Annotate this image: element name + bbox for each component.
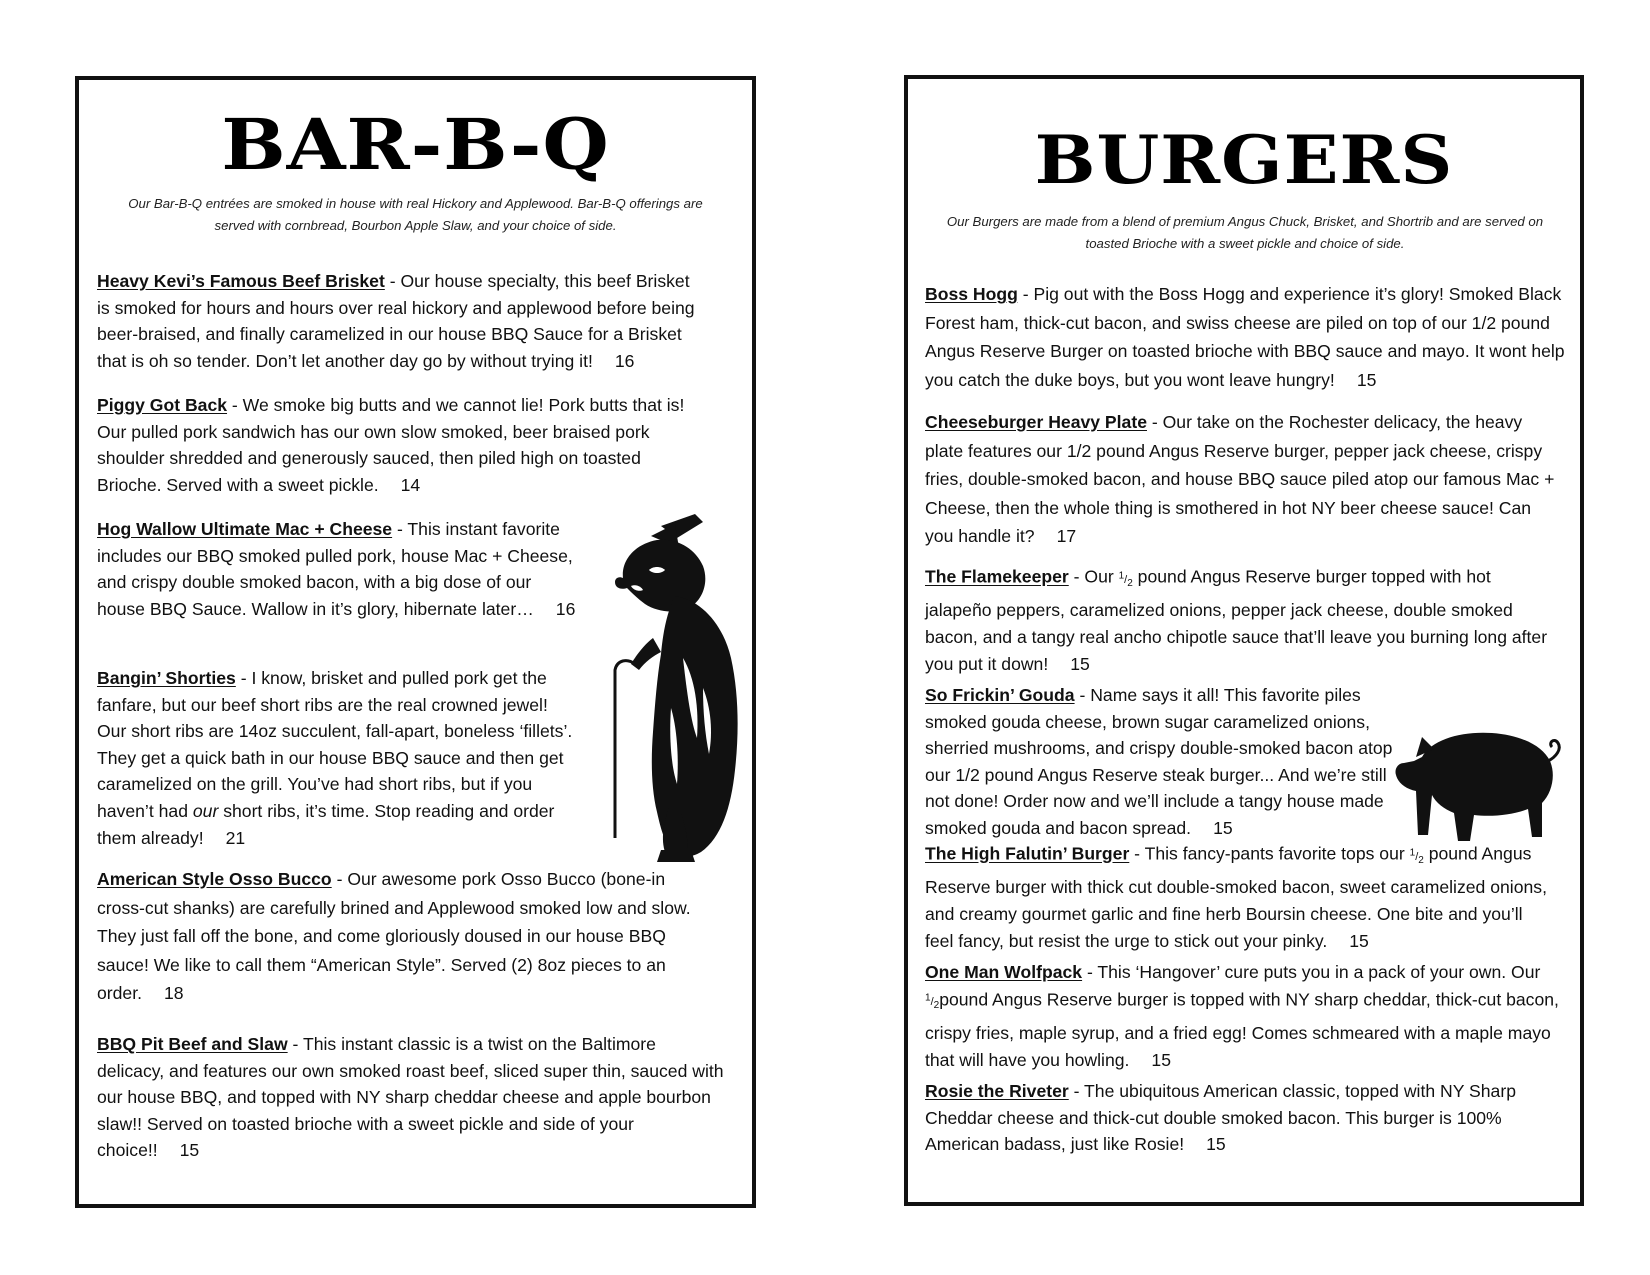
menu-item-bangin-shorties	[97, 665, 575, 851]
item-description: - I know, brisket and pulled pork get the fanfare, but our beef short ribs are the real crowned jewel! Our short ribs are 14oz succulent, fall-apart, boneless ‘fillets’. They get a quick bath in our house BBQ sauce and then get caramelized on the grill. You’ve had short ribs, but if you haven’t had	[97, 668, 573, 821]
bbq-intro-line2: served with cornbread, Bourbon Apple Slaw, and your choice of side.	[214, 218, 617, 233]
item-price: 15	[1213, 817, 1233, 838]
item-name: The High Falutin’ Burger	[925, 843, 1130, 864]
burgers-intro-line1: Our Burgers are made from a blend of premium Angus Chuck, Brisket, and Shortrib and are served on	[946, 214, 1544, 229]
item-price: 14	[400, 474, 421, 495]
item-description: - This ‘Hangover’ cure puts you in a pack of your own. Our	[1082, 962, 1541, 982]
item-description: - We smoke big butts and we cannot lie! Pork butts that is! Our pulled pork sandwich has our own slow smoked, beer braised pork shoulder shredded and generously sauced, then piled high on toasted Brioche. Served with a sweet pickle.	[97, 395, 685, 495]
burgers-intro-line2: toasted Brioche with a sweet pickle and choice of side.	[1085, 236, 1405, 251]
item-description: - Our take on the Rochester delicacy, the heavy plate features our 1/2 pound Angus Reserve burger, pepper jack cheese, crispy fries, double-smoked bacon, and house BBQ sauce piled atop our famous Mac + Cheese, then the whole thing is smothered in hot NY beer cheese sauce! Can you handle it?	[925, 412, 1555, 547]
item-name: Rosie the Riveter	[925, 1081, 1069, 1101]
item-description-emphasis: our	[192, 800, 219, 821]
menu-item-flamekeeper	[925, 563, 1555, 677]
item-name: BBQ Pit Beef and Slaw	[97, 1034, 288, 1054]
bbq-title: BAR-B-Q	[221, 103, 610, 186]
item-price: 21	[225, 827, 246, 848]
menu-item-brisket	[97, 268, 707, 374]
half-fraction: $^1/_2$	[1118, 570, 1133, 589]
item-description: short ribs, it’s time. Stop reading and order them already!	[97, 800, 555, 848]
item-name: Boss Hogg	[925, 284, 1018, 304]
item-name: Heavy Kevi’s Famous Beef Brisket	[97, 271, 385, 291]
item-price: 17	[1056, 526, 1077, 547]
bbq-intro	[101, 193, 730, 237]
burgers-title: BURGERS	[1034, 120, 1454, 199]
bbq-menu-panel	[75, 76, 756, 1208]
menu-item-piggy-got-back	[97, 392, 697, 498]
item-description: - This fancy-pants favorite tops our	[1129, 843, 1410, 864]
item-description: - Name says it all! This favorite piles smoked gouda cheese, brown sugar caramelized onions, sherried mushrooms, and crispy double-smoked bacon atop our 1/2 pound Angus Reserve steak burger... And we’re still not done! Order now and we’ll include a tangy house made smoked gouda and bacon spread.	[925, 685, 1393, 838]
item-price: 15	[1356, 369, 1377, 390]
menu-item-high-falutin-burger	[925, 840, 1555, 954]
item-description: - Our house specialty, this beef Brisket is smoked for hours and hours over real hickory and applewood before being beer-braised, and finally caramelized in our house BBQ Sauce for a Brisket that is oh so tender. Don’t let another day go by without trying it!	[97, 271, 695, 371]
menu-item-pit-beef	[97, 1031, 727, 1164]
item-name: One Man Wolfpack	[925, 962, 1083, 982]
item-price: 18	[164, 983, 184, 1003]
bbq-intro-line1: Our Bar-B-Q entrées are smoked in house with real Hickory and Applewood. Bar-B-Q offerings are	[128, 196, 703, 211]
menu-item-hog-wallow	[97, 516, 577, 622]
item-price: 15	[1349, 930, 1369, 951]
item-price: 15	[1151, 1049, 1171, 1070]
item-name: Cheeseburger Heavy Plate	[925, 412, 1147, 432]
item-description: - This instant classic is a twist on the Baltimore delicacy, and features our own smoked roast beef, sliced super thin, sauced with our house BBQ, and topped with NY sharp cheddar cheese and apple bourbon slaw!! Served on toasted brioche with a sweet pickle and side of your choice!!	[97, 1034, 724, 1161]
menu-item-boss-hogg	[925, 280, 1565, 394]
item-description: - Our	[1068, 566, 1119, 587]
item-description: - Pig out with the Boss Hogg and experience it’s glory! Smoked Black Forest ham, thick-cut bacon, and swiss cheese are piled on top of our 1/2 pound Angus Reserve Burger on toasted brioche with BBQ sauce and mayo. It wont help you catch the duke boys, but you wont leave hungry!	[925, 284, 1565, 390]
item-name: Hog Wallow Ultimate Mac + Cheese	[97, 519, 393, 539]
item-name: The Flamekeeper	[925, 566, 1069, 587]
item-description: pound Angus Reserve burger topped with hot jalapeño peppers, caramelized onions, pepper jack cheese, double smoked bacon, and a tangy real ancho chipotle sauce that’ll leave you burning long after you put it down!	[925, 566, 1548, 674]
burgers-intro	[920, 211, 1570, 255]
item-price: 16	[614, 350, 635, 371]
pig-silhouette-icon	[1392, 717, 1567, 847]
item-price: 15	[1206, 1134, 1226, 1155]
item-price: 16	[555, 598, 576, 619]
item-description: - This instant favorite includes our BBQ smoked pulled pork, house Mac + Cheese, and crispy double smoked bacon, with a big dose of our house BBQ Sauce. Wallow in it’s glory, hibernate later…	[97, 519, 573, 619]
standing-pig-icon	[591, 508, 746, 863]
half-fraction: $^1/_2$	[1409, 847, 1424, 866]
item-description: pound Angus Reserve burger is topped with NY sharp cheddar, thick-cut bacon, crispy fries, maple syrup, and a fried egg! Comes schmeared with a maple mayo that will have you howling.	[925, 989, 1559, 1070]
item-description: - The ubiquitous American classic, topped with NY Sharp Cheddar cheese and thick-cut double smoked bacon. This burger is 100% American badass, just like Rosie!	[925, 1081, 1516, 1155]
menu-item-so-frickin-gouda	[925, 682, 1395, 842]
item-name: Bangin’ Shorties	[97, 668, 236, 688]
menu-item-osso-bucco	[97, 865, 695, 1008]
burgers-menu-panel	[904, 75, 1584, 1206]
item-price: 15	[179, 1140, 200, 1161]
half-fraction: $^1/_2$	[925, 992, 940, 1012]
item-description: - Our awesome pork Osso Bucco (bone-in cross-cut shanks) are carefully brined and Applewood smoked low and slow. They just fall off the bone, and come gloriously doused in our house BBQ sauce! We like to call them “American Style”. Served (2) 8oz pieces to an order.	[97, 869, 691, 1003]
item-price: 15	[1070, 653, 1090, 674]
menu-item-one-man-wolfpack	[925, 959, 1565, 1073]
item-name: So Frickin’ Gouda	[925, 685, 1075, 705]
item-name: Piggy Got Back	[97, 395, 228, 415]
item-description: pound Angus Reserve burger with thick cut double-smoked bacon, sweet caramelized onions, and creamy gourmet garlic and fine herb Boursin cheese. One bite and you’ll feel fancy, but resist the urge to stick out your pinky.	[925, 843, 1547, 951]
menu-item-rosie-the-riveter	[925, 1078, 1545, 1158]
item-name: American Style Osso Bucco	[97, 869, 332, 889]
menu-item-cheeseburger-heavy-plate	[925, 408, 1555, 551]
